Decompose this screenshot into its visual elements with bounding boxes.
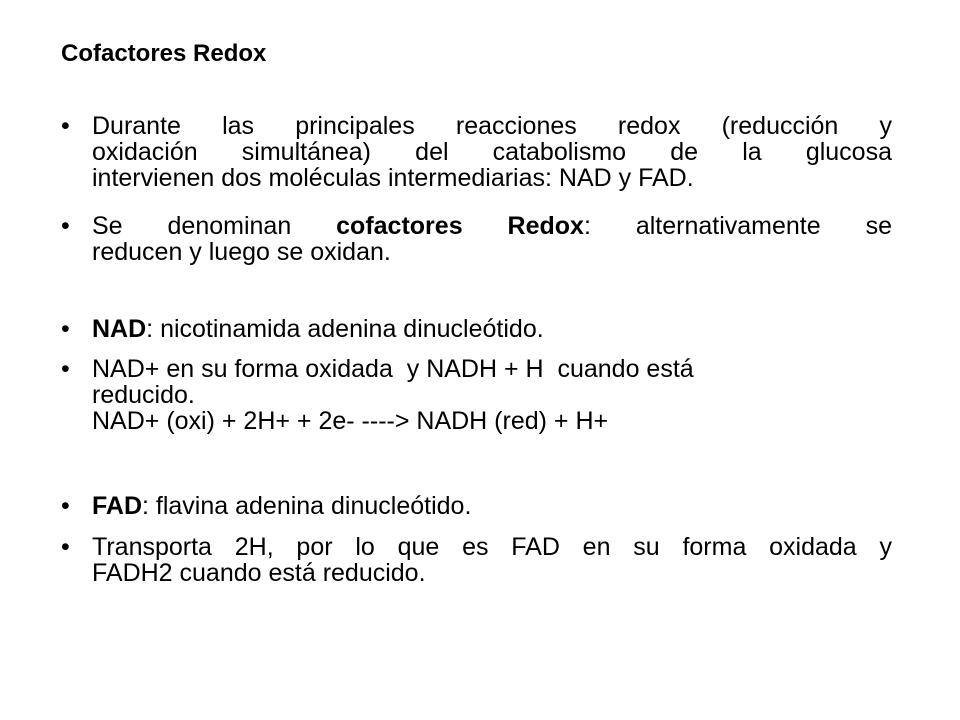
bullet-cofactores-definition bbox=[61, 213, 911, 267]
bullet-dot: • bbox=[61, 355, 70, 383]
bullet-line-end: : nicotinamida adenina dinucleótido. bbox=[146, 315, 544, 343]
bullet-redox-reactions bbox=[61, 113, 911, 193]
bullet-dot: • bbox=[61, 492, 70, 520]
bullet-text bbox=[92, 356, 892, 434]
bullet-line: reducen y luego se oxidan. bbox=[92, 238, 391, 266]
bullet-line-start: Se denominan bbox=[92, 212, 337, 240]
bold-term: FAD bbox=[92, 492, 142, 520]
bullet-fad-forms bbox=[61, 534, 911, 588]
bullet-line bbox=[92, 316, 892, 342]
bullet-line-end: : flavina adenina dinucleótido. bbox=[142, 492, 472, 520]
bullet-dot: • bbox=[61, 315, 70, 343]
bullet-line: intervienen dos moléculas intermediarias: NAD y FAD. bbox=[92, 164, 694, 192]
bullet-line-end: : alternativamente se bbox=[583, 212, 892, 240]
bullet-text bbox=[92, 213, 892, 265]
bullet-fad-definition bbox=[61, 493, 911, 521]
bold-term: cofactores Redox bbox=[336, 212, 584, 240]
bold-term: NAD bbox=[92, 315, 147, 343]
bullet-line: Durante las principales reacciones redox (reducción y bbox=[92, 112, 892, 140]
bullet-line: Transporta 2H, por lo que es FAD en su forma oxidada y bbox=[92, 533, 892, 561]
bullet-line bbox=[92, 213, 892, 239]
bullet-text bbox=[92, 493, 892, 519]
bullet-nad-definition bbox=[61, 316, 911, 344]
bullet-text bbox=[92, 316, 892, 342]
bullet-text bbox=[92, 534, 892, 586]
slide-title: Cofactores Redox bbox=[61, 40, 267, 67]
bullet-dot: • bbox=[61, 112, 70, 140]
bullet-line: FADH2 cuando está reducido. bbox=[92, 559, 426, 587]
bullet-line: reducido. bbox=[92, 381, 195, 409]
bullet-line: oxidación simultánea) del catabolismo de la glucosa bbox=[92, 138, 892, 166]
bullet-dot: • bbox=[61, 533, 70, 561]
bullet-nad-forms bbox=[61, 356, 911, 436]
bullet-text bbox=[92, 113, 892, 191]
bullet-dot: • bbox=[61, 212, 70, 240]
bullet-line: NAD+ en su forma oxidada y NADH + H cuando está bbox=[92, 355, 694, 383]
bullet-line bbox=[92, 493, 892, 519]
nad-reaction-equation: NAD+ (oxi) + 2H+ + 2e- ----> NADH (red) + H+ bbox=[92, 407, 609, 435]
